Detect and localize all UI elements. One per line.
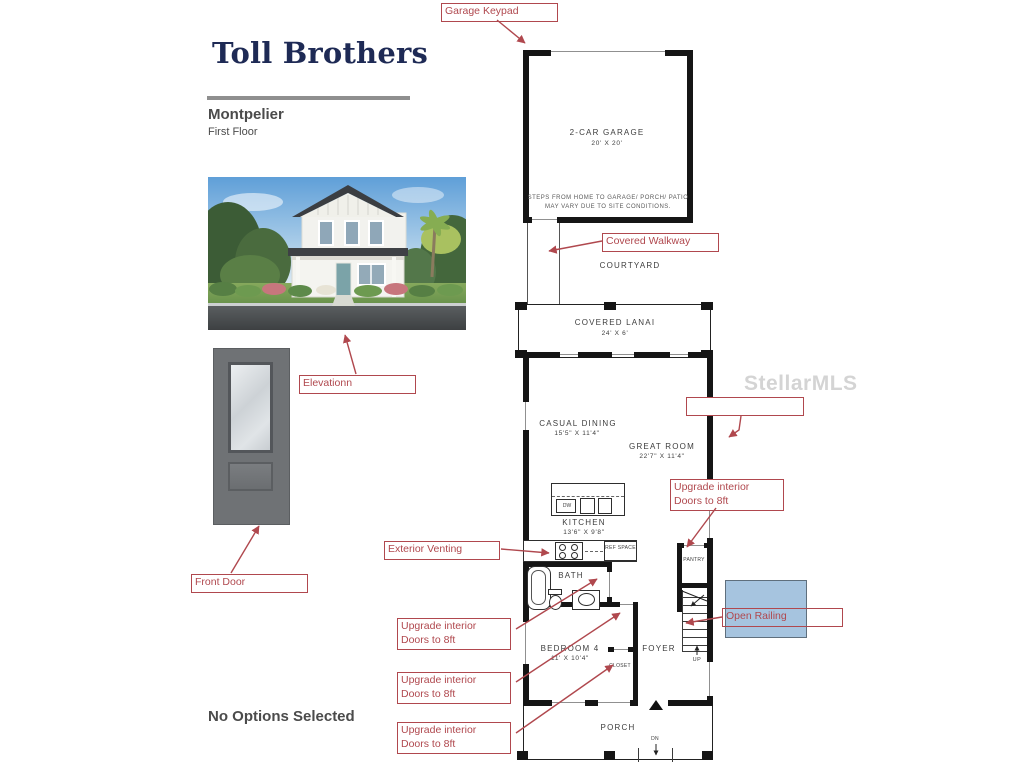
window-line	[525, 402, 526, 430]
counter-dash-line	[585, 551, 603, 552]
porch-post	[604, 751, 615, 760]
plan-name: Montpelier	[208, 106, 284, 123]
room-dims-casual-dining: 15'5" X 11'4"	[554, 430, 600, 437]
kitchen-sink	[598, 498, 612, 514]
door-opening-line	[609, 572, 610, 597]
wall-segment	[707, 538, 713, 662]
vanity-sink	[578, 593, 595, 606]
door-opening-line	[684, 545, 704, 546]
room-label-bath: BATH	[558, 571, 584, 580]
room-dims-lanai: 24' X 6'	[601, 330, 629, 337]
callout-unlabeled	[686, 397, 804, 416]
stair-tread	[682, 621, 707, 622]
wall-segment	[634, 352, 670, 358]
elevation-rendering-image	[208, 177, 466, 330]
callout-elevation: Elevationn	[299, 375, 416, 394]
walkway-line	[559, 223, 560, 304]
room-label-bedroom4: BEDROOM 4	[540, 644, 600, 653]
window-line	[598, 702, 630, 703]
garage-site-note: STEPS FROM HOME TO GARAGE/ PORCH/ PATIO MAY VARY DUE TO SITE CONDITIONS.	[527, 195, 689, 210]
stair-tread	[682, 629, 707, 630]
lanai-post	[604, 302, 616, 310]
stair-tread	[682, 645, 707, 646]
porch-dn-label: DN	[651, 736, 659, 742]
lanai-post	[701, 302, 713, 310]
plan-floor-label: First Floor	[208, 126, 258, 138]
porch-post	[702, 751, 713, 760]
door-glass-panel	[228, 362, 273, 453]
wall-segment	[628, 647, 638, 652]
ref-space-label: REF SPACE	[605, 545, 636, 551]
front-door-image	[213, 348, 290, 525]
dishwasher-label: DW	[562, 503, 572, 509]
wall-segment	[677, 543, 682, 588]
room-dims-bedroom4: 11' X 10'4"	[550, 655, 590, 662]
wall-segment	[707, 352, 713, 492]
wall-segment	[612, 602, 620, 607]
dishwasher	[556, 499, 576, 513]
wall-segment	[633, 602, 638, 704]
slider-line	[560, 354, 578, 355]
callout-front-door: Front Door	[191, 574, 308, 593]
options-note: No Options Selected	[208, 708, 355, 725]
callout-exterior-venting: Exterior Venting	[384, 541, 500, 560]
room-label-foyer: FOYER	[642, 644, 676, 653]
room-label-casual-dining: CASUAL DINING	[539, 419, 617, 428]
callout-upgrade-doors-closet: Upgrade interior Doors to 8ft	[397, 722, 511, 754]
header-divider	[207, 96, 410, 100]
stair-tread	[682, 605, 707, 606]
burner	[559, 544, 566, 551]
door-opening-line	[620, 604, 633, 605]
window-line	[552, 702, 585, 703]
door-opening-line	[614, 649, 628, 650]
callout-upgrade-doors-bath: Upgrade interior Doors to 8ft	[397, 618, 511, 650]
island-overhang-line	[552, 496, 624, 497]
room-label-pantry: PANTRY	[683, 557, 705, 563]
slider-line	[670, 354, 688, 355]
room-label-courtyard: COURTYARD	[599, 261, 661, 270]
room-dims-garage: 20' X 20'	[591, 140, 623, 147]
walkway-line	[527, 223, 528, 304]
bathtub	[527, 566, 551, 610]
room-label-great-room: GREAT ROOM	[629, 442, 695, 451]
burner	[571, 552, 578, 559]
room-label-garage: 2-CAR GARAGE	[569, 128, 645, 137]
toilet-bowl	[549, 595, 562, 610]
lanai-post	[515, 302, 527, 310]
wall-segment	[557, 217, 693, 223]
kitchen-sink	[580, 498, 595, 514]
porch-outline	[523, 706, 713, 760]
room-dims-kitchen: 13'6" X 9'8"	[563, 529, 605, 536]
stair-tread	[682, 637, 707, 638]
wall-segment	[704, 543, 713, 548]
wall-segment	[523, 352, 529, 402]
garage-door-line	[551, 51, 665, 52]
room-dims-great-room: 22'7" X 11'4"	[639, 453, 685, 460]
room-label-lanai: COVERED LANAI	[574, 318, 656, 327]
stairs-up-label: UP	[692, 657, 702, 663]
window-line	[525, 622, 526, 664]
wall-segment	[607, 562, 612, 572]
callout-garage-keypad: Garage Keypad	[441, 3, 558, 22]
stair-tread	[682, 651, 707, 652]
burner	[571, 544, 578, 551]
toll-brothers-logo: Toll Brothers	[212, 36, 428, 70]
callout-upgrade-doors-pantry: Upgrade interior Doors to 8ft	[670, 479, 784, 511]
step-tick	[638, 748, 639, 762]
step-tick	[672, 748, 673, 762]
slider-line	[612, 354, 634, 355]
burner	[559, 552, 566, 559]
room-label-kitchen: KITCHEN	[562, 518, 606, 527]
door-bottom-panel	[228, 462, 273, 491]
stellar-mls-watermark: StellarMLS	[744, 372, 858, 395]
callout-covered-walkway: Covered Walkway	[602, 233, 719, 252]
wall-segment	[578, 352, 612, 358]
room-label-closet: CLOSET	[609, 663, 631, 669]
porch-post	[517, 751, 528, 760]
ref-space	[604, 541, 637, 561]
bathtub-basin	[531, 570, 546, 605]
door-opening-line	[532, 219, 557, 220]
callout-open-railing: Open Railing	[722, 608, 843, 627]
stair-tread	[682, 597, 707, 598]
stair-tread	[682, 613, 707, 614]
callout-upgrade-doors-bedroom: Upgrade interior Doors to 8ft	[397, 672, 511, 704]
room-label-porch: PORCH	[600, 723, 636, 732]
window-line	[709, 662, 710, 696]
